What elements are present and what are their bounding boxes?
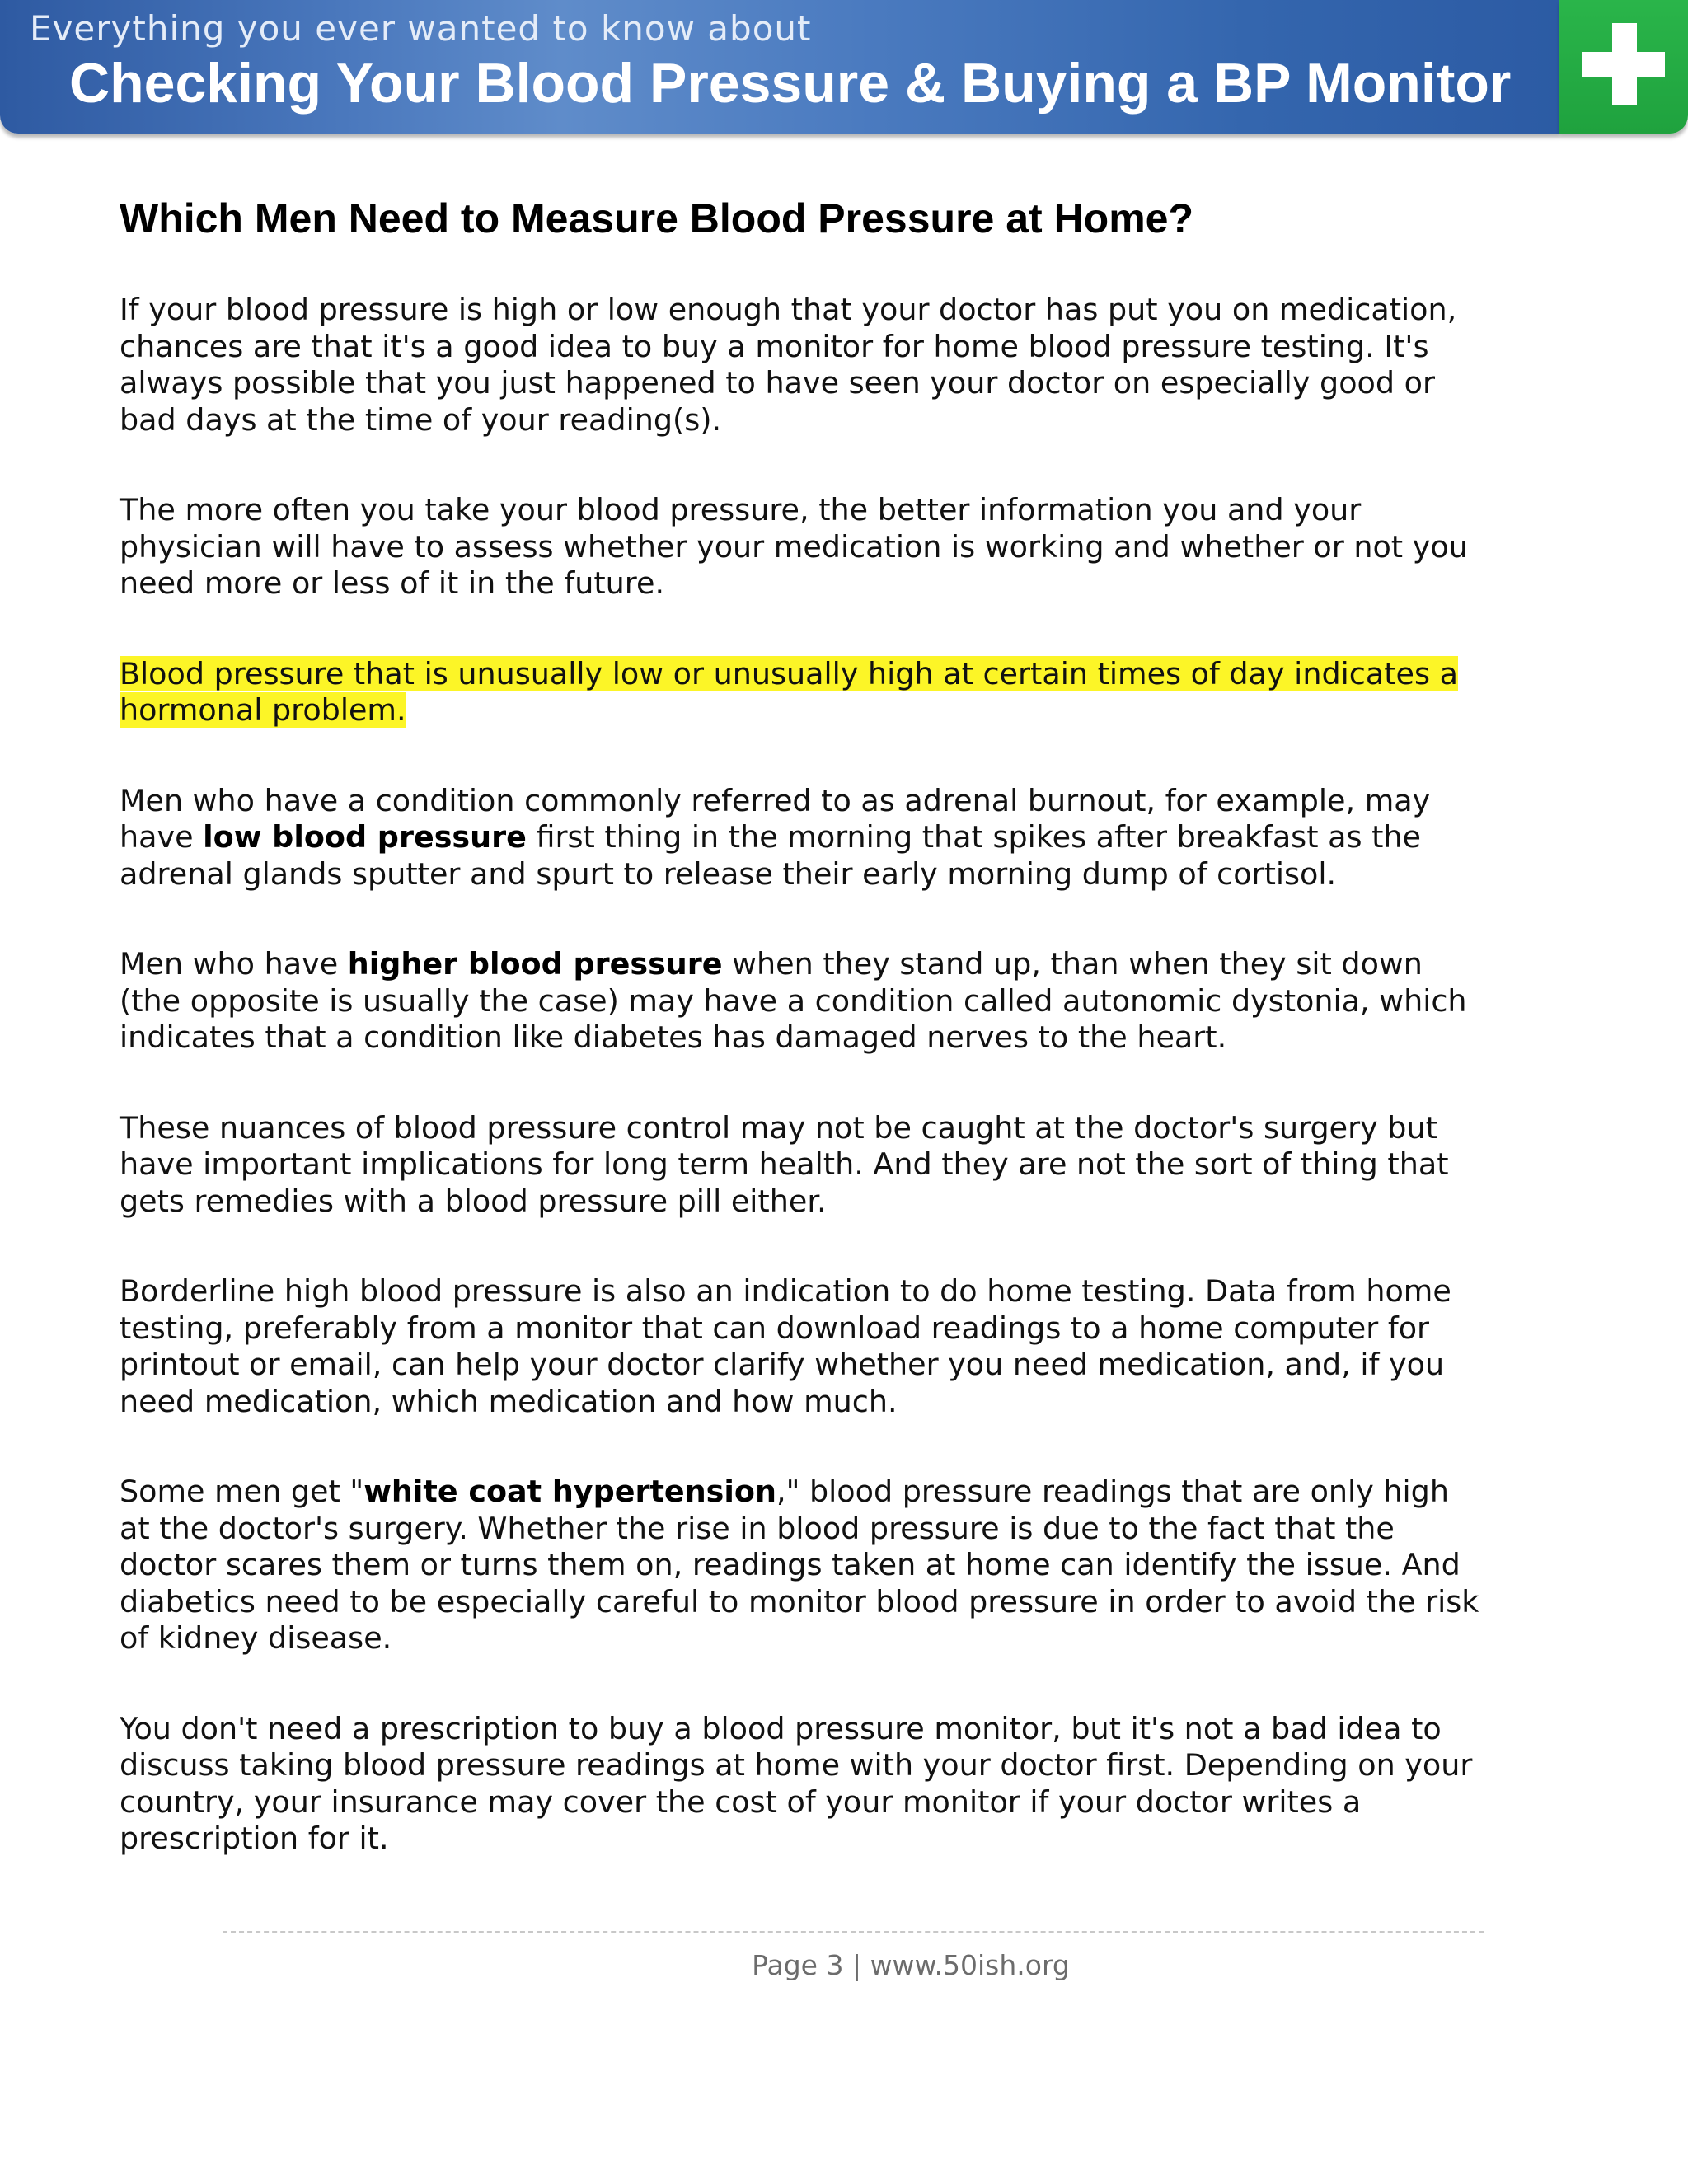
paragraph-6: These nuances of blood pressure control may not be caught at the doctor's surgery but have important implications for long term health. And they are not the sort of thing that gets remedies with a blood pressure pill either. <box>120 1109 1449 1219</box>
paragraph-5: Men who have higher blood pressure when they stand up, than when they sit down (the opposite is usually the case) may have a condition called autonomic dystonia, which indicates that a condition like diabetes has damaged nerves to the heart. <box>120 946 1467 1055</box>
header-kicker: Everything you ever wanted to know about <box>30 8 812 49</box>
highlighted-text: Blood pressure that is unusually low or unusually high at certain times of day indicates a hormonal problem. <box>120 655 1458 728</box>
header-banner <box>0 0 1688 138</box>
plus-icon <box>1582 23 1665 105</box>
article-body <box>120 193 1488 1911</box>
paragraph-8: Some men get "white coat hypertension," blood pressure readings that are only high at the doctor's surgery. Whether the rise in blood pressure is due to the fact that the doctor scares them or turns them on, readings taken at home can identify the issue. And diabetics need to be especially careful to monitor blood pressure in order to avoid the risk of kidney disease. <box>120 1474 1479 1656</box>
section-heading: Which Men Need to Measure Blood Pressure at Home? <box>120 195 1194 241</box>
paragraph-1: If your blood pressure is high or low enough that your doctor has put you on medication, chances are that it's a good idea to buy a monitor for home blood pressure testing. It's always possible that you just happened to have seen your doctor on especially good or bad days at the time of your reading(s). <box>120 292 1457 438</box>
paragraph-3-highlighted <box>120 656 1488 729</box>
bold-low-blood-pressure: low blood pressure <box>203 819 527 855</box>
page-footer: Page 3 | www.50ish.org <box>752 1949 1070 1981</box>
paragraph-7: Borderline high blood pressure is also an indication to do home testing. Data from home testing, preferably from a monitor that can download readings to a home computer for printout or email, can help your doctor clarify whether you need medication, and, if you need medication, which medication and how much. <box>120 1273 1451 1419</box>
bold-higher-blood-pressure: higher blood pressure <box>347 946 723 982</box>
footer-divider <box>223 1931 1484 1933</box>
paragraph-9: You don't need a prescription to buy a blood pressure monitor, but it's not a bad idea to discuss taking blood pressure readings at home with your doctor first. Depending on your country, your insurance may cover the cost of your monitor if your doctor writes a prescription for it. <box>120 1710 1473 1856</box>
paragraph-2: The more often you take your blood pressure, the better information you and your physician will have to assess whether your medication is working and whether or not you need more or less of it in the future. <box>120 492 1468 601</box>
bold-white-coat-hypertension: white coat hypertension <box>363 1474 776 1509</box>
document-title: Checking Your Blood Pressure & Buying a BP Monitor <box>69 52 1512 115</box>
paragraph-4: Men who have a condition commonly referred to as adrenal burnout, for example, may have low blood pressure first thing in the morning that spikes after breakfast as the adrenal glands sputter and spurt to release their early morning dump of cortisol. <box>120 782 1431 892</box>
